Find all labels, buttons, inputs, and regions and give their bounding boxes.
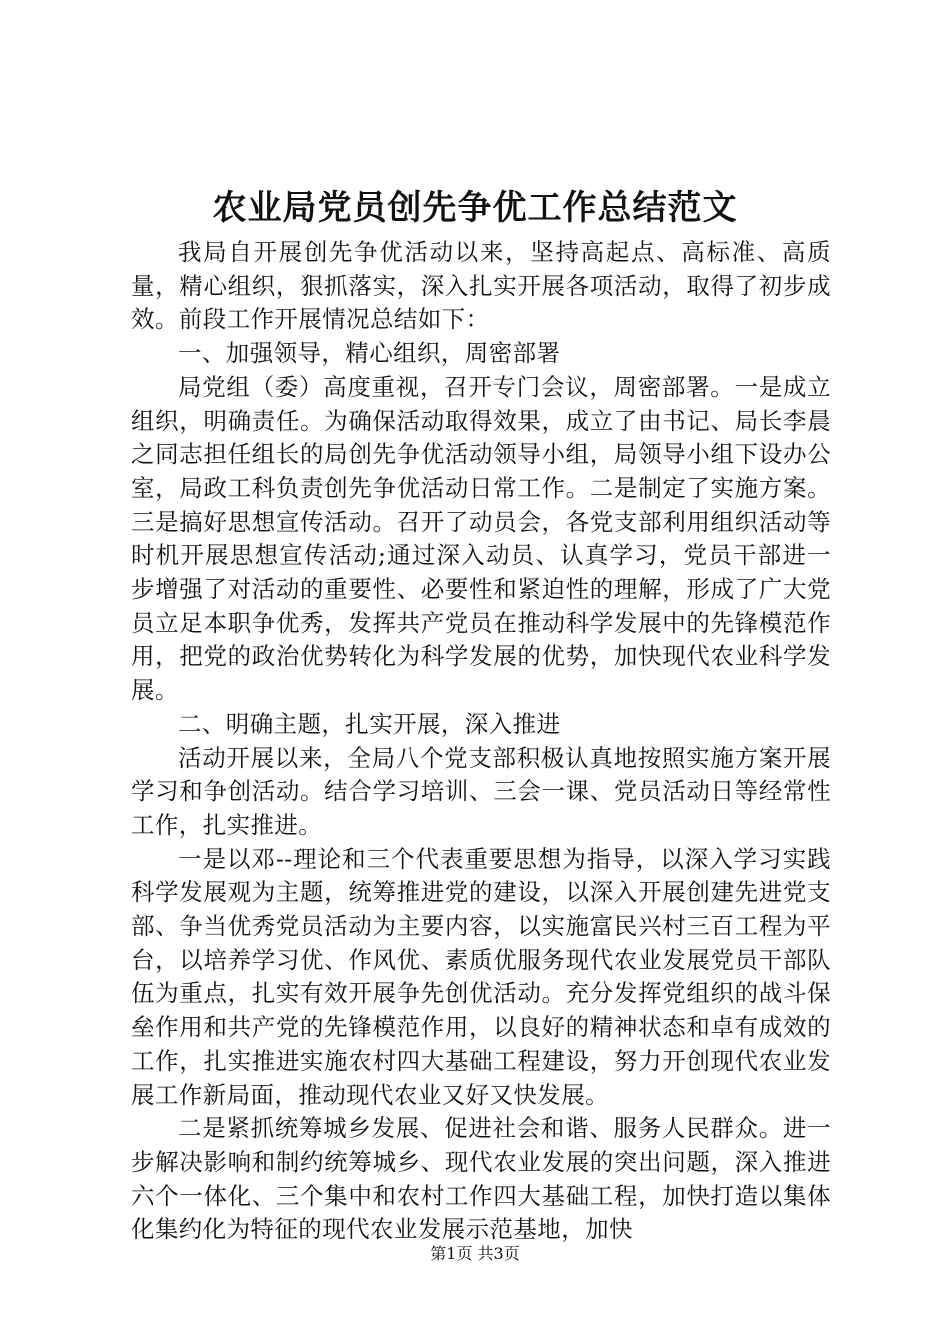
document-title: 农业局党员创先争优工作总结范文 — [212, 188, 738, 228]
intro-paragraph: 我局自开展创先争优活动以来，坚持高起点、高标准、高质量，精心组织，狠抓落实，深入扎实开展各项活动，取得了初步成效。前段工作开展情况总结如下： — [131, 238, 831, 334]
section-1-paragraph: 局党组（委）高度重视，召开专门会议，周密部署。一是成立组织，明确责任。为确保活动取得效果，成立了由书记、局长李晨之同志担任组长的局创先争优活动领导小组，局领导小组下设办公室，局政工科负责创先争优活动日常工作。二是制定了实施方案。三是搞好思想宣传活动。召开了动员会，各党支部利用组织活动等时机开展思想宣传活动;通过深入动员、认真学习，党员干部进一步增强了对活动的重要性、必要性和紧迫性的理解，形成了广大党员立足本职争优秀，发挥共产党员在推动科学发展中的先锋模范作用，把党的政治优势转化为科学发展的优势，加快现代农业科学发展。 — [131, 372, 831, 705]
section-2-paragraph-2: 一是以邓--理论和三个代表重要思想为指导，以深入学习实践科学发展观为主题，统筹推进党的建设，以深入开展创建先进党支部、争当优秀党员活动为主要内容，以实施富民兴村三百工程为平台，以培养学习优、作风优、素质优服务现代农业发展党员干部队伍为重点，扎实有效开展争先创优活动。充分发挥党组织的战斗保垒作用和共产党的先锋模范作用，以良好的精神状态和卓有成效的工作，扎实推进实施农村四大基础工程建设，努力开创现代农业发展工作新局面，推动现代农业又好又快发展。 — [131, 844, 831, 1109]
page-number-footer: 第1页 共3页 — [430, 1244, 520, 1263]
section-heading-2: 二、明确主题，扎实开展，深入推进 — [178, 709, 561, 738]
section-2-paragraph-1: 活动开展以来，全局八个党支部积极认真地按照实施方案开展学习和争创活动。结合学习培训、三会一课、党员活动日等经常性工作，扎实推进。 — [131, 743, 831, 839]
section-2-paragraph-3: 二是紧抓统筹城乡发展、促进社会和谐、服务人民群众。进一步解决影响和制约统筹城乡、现代农业发展的突出问题，深入推进六个一体化、三个集中和农村工作四大基础工程，加快打造以集体化集约化为特征的现代农业发展示范基地，加快 — [131, 1114, 831, 1244]
document-body — [131, 236, 831, 1247]
section-heading-1: 一、加强领导，精心组织，周密部署 — [178, 339, 561, 368]
